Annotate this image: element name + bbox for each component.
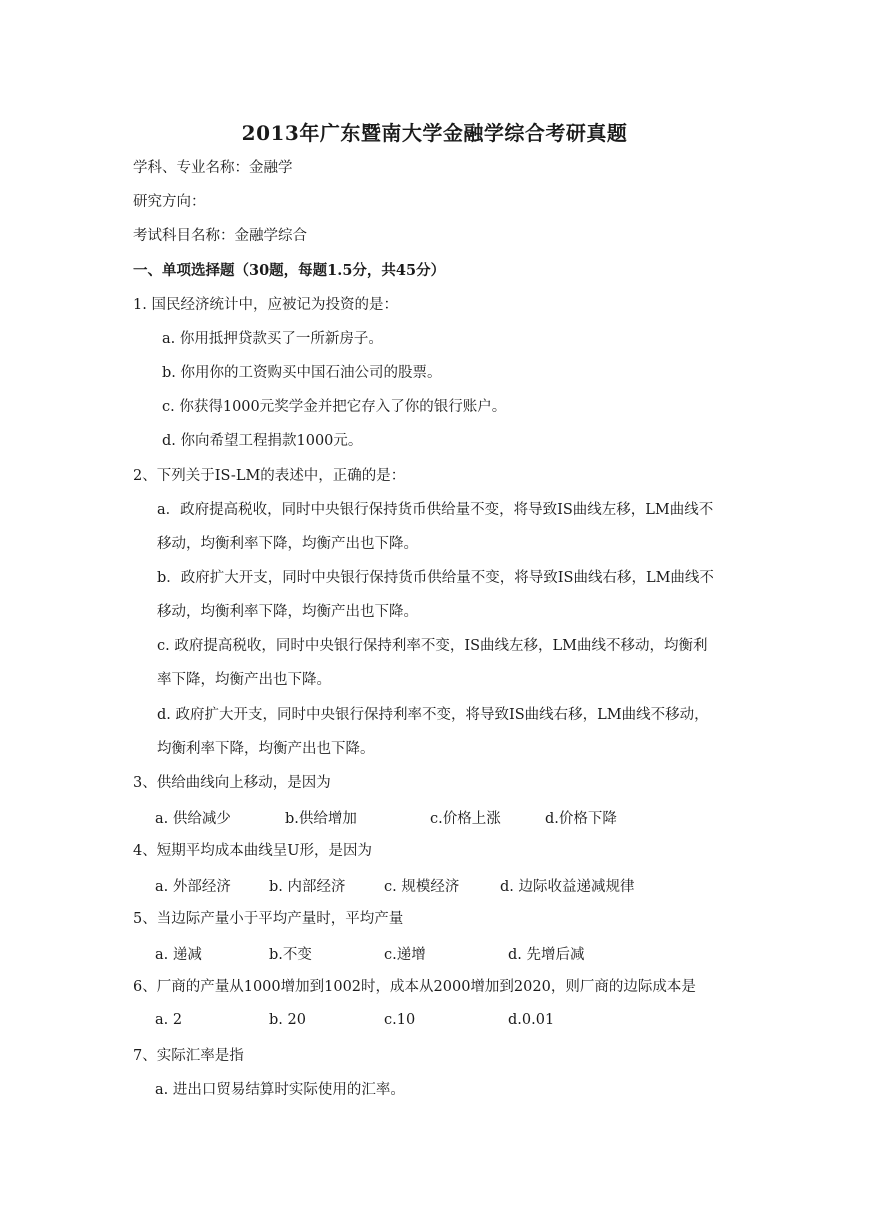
question-3-option-c: c.价格上涨 [430, 811, 501, 827]
question-7-option-a: a. 进出口贸易结算时实际使用的汇率。 [155, 1082, 405, 1098]
question-4-option-d: d. 边际收益递减规律 [500, 879, 635, 895]
question-6-option-b: b. 20 [269, 1012, 306, 1028]
question-1-stem: 1. 国民经济统计中，应被记为投资的是： [133, 297, 398, 313]
question-4-option-c: c. 规模经济 [384, 879, 460, 895]
question-5-option-b: b.不变 [269, 947, 312, 963]
question-1-option-a: a. 你用抵押贷款买了一所新房子。 [162, 331, 383, 347]
question-6-stem: 6、厂商的产量从1000增加到1002时，成本从2000增加到2020，则厂商的边际成本是 [133, 979, 696, 995]
subject-line: 学科、专业名称：金融学 [133, 160, 293, 176]
question-4-option-b: b. 内部经济 [269, 879, 346, 895]
exam-line: 考试科目名称：金融学综合 [133, 228, 307, 244]
question-2-stem: 2、下列关于IS-LM的表述中，正确的是： [133, 468, 406, 484]
question-6-option-a: a. 2 [155, 1012, 183, 1028]
question-3-option-a: a. 供给减少 [155, 811, 231, 827]
question-4-stem: 4、短期平均成本曲线呈U形，是因为 [133, 843, 372, 859]
section-heading: 一、单项选择题（30题，每题1.5分，共45分） [133, 262, 446, 279]
question-7-stem: 7、实际汇率是指 [133, 1048, 244, 1064]
question-1-option-b: b. 你用你的工资购买中国石油公司的股票。 [162, 365, 442, 381]
question-3-option-b: b.供给增加 [285, 811, 357, 827]
question-1-option-c: c. 你获得1000元奖学金并把它存入了你的银行账户。 [162, 399, 507, 415]
question-1-option-d: d. 你向希望工程捐款1000元。 [162, 433, 363, 449]
question-2-option-a: a．政府提高税收，同时中央银行保持货币供给量不变，将导致IS曲线左移，LM曲线不 [157, 502, 714, 518]
question-3-stem: 3、供给曲线向上移动，是因为 [133, 775, 331, 791]
question-5-option-d: d. 先增后减 [508, 947, 585, 963]
page-title: 2013年广东暨南大学金融学综合考研真题 [241, 121, 628, 145]
question-2-option-b: b．政府扩大开支，同时中央银行保持货币供给量不变，将导致IS曲线右移，LM曲线不 [157, 570, 714, 586]
question-4-option-a: a. 外部经济 [155, 879, 231, 895]
question-5-option-c: c.递增 [384, 947, 426, 963]
question-2-option-c-cont: 率下降，均衡产出也下降。 [157, 672, 331, 688]
question-2-option-d: d. 政府扩大开支，同时中央银行保持利率不变，将导致IS曲线右移，LM曲线不移动， [157, 707, 709, 723]
question-2-option-c: c. 政府提高税收，同时中央银行保持利率不变，IS曲线左移，LM曲线不移动，均衡利 [157, 638, 708, 654]
question-2-option-a-cont: 移动，均衡利率下降，均衡产出也下降。 [157, 536, 418, 552]
question-5-option-a: a. 递减 [155, 947, 202, 963]
question-6-option-d: d.0.01 [508, 1012, 555, 1028]
question-6-option-c: c.10 [384, 1012, 416, 1028]
question-5-stem: 5、当边际产量小于平均产量时，平均产量 [133, 911, 404, 927]
direction-line: 研究方向： [133, 194, 206, 210]
question-3-option-d: d.价格下降 [545, 811, 617, 827]
question-2-option-b-cont: 移动，均衡利率下降，均衡产出也下降。 [157, 604, 418, 620]
question-2-option-d-cont: 均衡利率下降，均衡产出也下降。 [157, 741, 375, 757]
